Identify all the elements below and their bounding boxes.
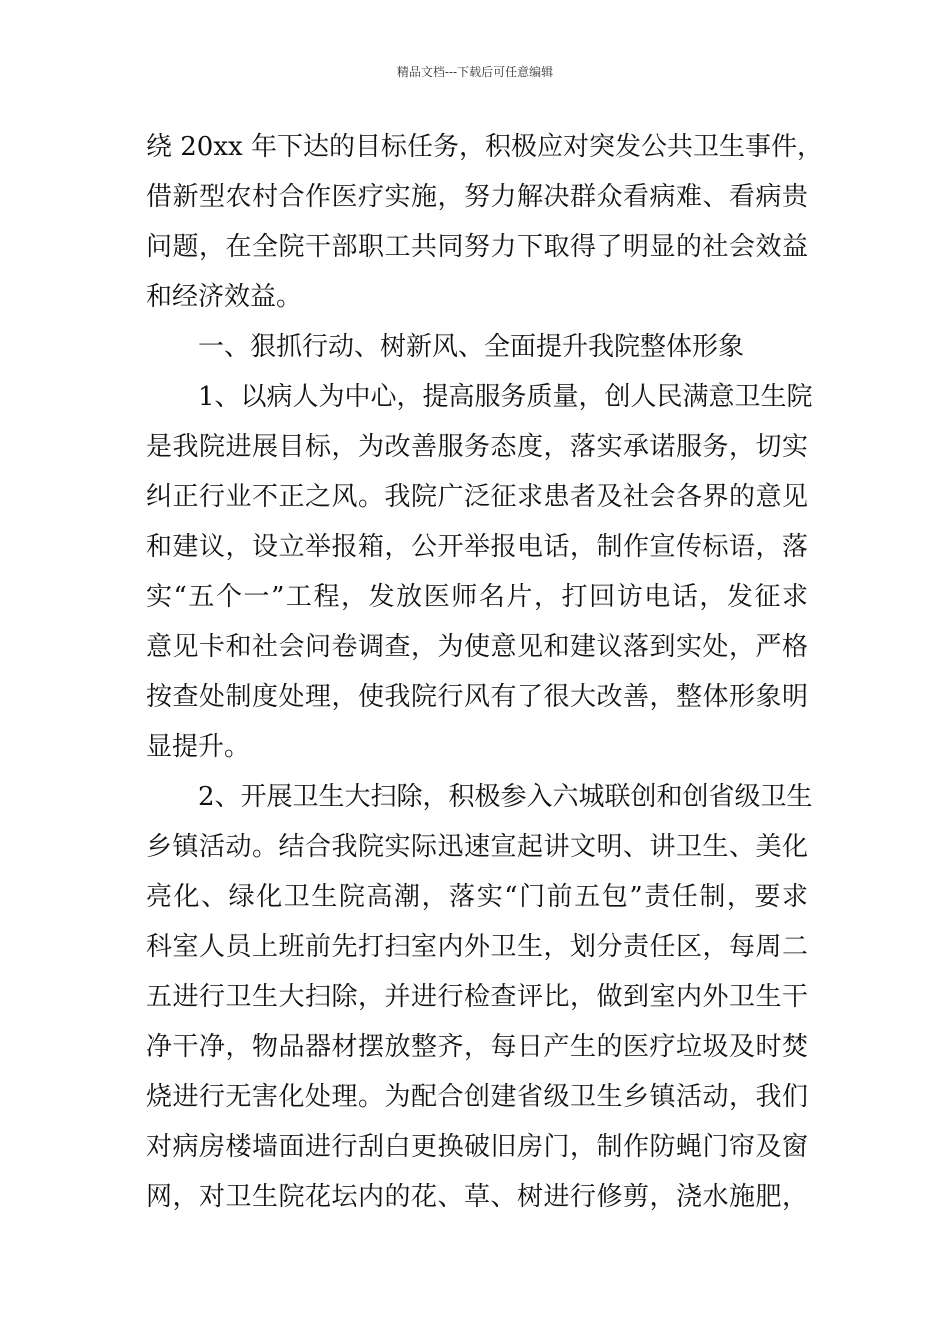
text-line: 和经济效益。 <box>146 282 303 312</box>
text-line: 纠正行业不正之风。我院广泛征求患者及社会各界的意见 <box>146 482 808 512</box>
text-line: 按查处制度处理，使我院行风有了很大改善，整体形象明 <box>146 682 808 712</box>
text-line: 实“五个一”工程，发放医师名片，打回访电话，发征求 <box>146 582 808 612</box>
text-line: 五进行卫生大扫除，并进行检查评比，做到室内外卫生干 <box>146 982 808 1012</box>
text-line: 亮化、绿化卫生院高潮，落实“门前五包”责任制，要求 <box>146 882 808 912</box>
text-line: 网，对卫生院花坛内的花、草、树进行修剪，浇水施肥， <box>146 1182 808 1212</box>
text-line: 科室人员上班前先打扫室内外卫生，划分责任区，每周二 <box>146 932 808 962</box>
document-body <box>146 122 823 1222</box>
text-line: 问题，在全院干部职工共同努力下取得了明显的社会效益 <box>146 232 808 262</box>
text-line: 2、开展卫生大扫除，积极参入六城联创和创省级卫生 <box>198 782 813 812</box>
text-line: 对病房楼墙面进行刮白更换破旧房门，制作防蝇门帘及窗 <box>146 1132 808 1162</box>
text-line: 是我院进展目标，为改善服务态度，落实承诺服务，切实 <box>146 432 808 462</box>
text-line: 和建议，设立举报箱，公开举报电话，制作宣传标语，落 <box>146 532 808 562</box>
text-line: 乡镇活动。结合我院实际迅速宣起讲文明、讲卫生、美化 <box>146 832 808 862</box>
text-line: 烧进行无害化处理。为配合创建省级卫生乡镇活动，我们 <box>146 1082 808 1112</box>
text-line: 显提升。 <box>146 732 251 762</box>
text-line: 绕 20xx 年下达的目标任务，积极应对突发公共卫生事件， <box>146 132 823 162</box>
text-line: 1、以病人为中心，提高服务质量，创人民满意卫生院 <box>198 382 813 412</box>
text-line: 借新型农村合作医疗实施，努力解决群众看病难、看病贵 <box>146 182 808 212</box>
text-line: 意见卡和社会问卷调查，为使意见和建议落到实处，严格 <box>146 632 808 662</box>
section-heading: 一、狠抓行动、树新风、全面提升我院整体形象 <box>198 332 745 362</box>
text-line: 净干净，物品器材摆放整齐，每日产生的医疗垃圾及时焚 <box>146 1032 808 1062</box>
page-header: 精品文档---下载后可任意编辑 <box>396 65 554 79</box>
